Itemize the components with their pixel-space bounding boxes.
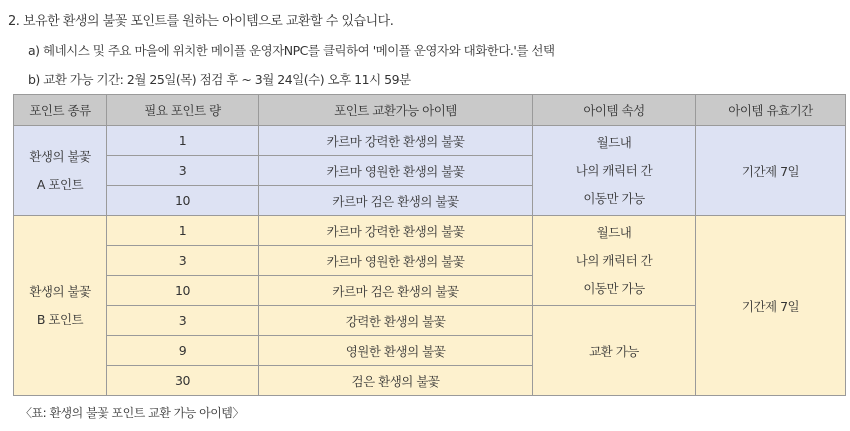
point-type-label: 환생의 불꽃 [29, 148, 91, 164]
exchange-item: 카르마 영원한 환생의 불꽃 [259, 246, 533, 276]
point-type-b [14, 216, 107, 396]
exchange-item: 카르마 검은 환생의 불꽃 [259, 186, 533, 216]
required-points: 10 [107, 186, 259, 216]
required-points: 30 [107, 366, 259, 396]
required-points: 9 [107, 336, 259, 366]
item-attribute-a [533, 126, 696, 216]
attribute-line: 월드내 [596, 224, 632, 240]
attribute-line: 이동만 가능 [583, 190, 645, 206]
note-b: b) 교환 가능 기간: 2월 25일(목) 점검 후 ~ 3월 24일(수) 오후 11시 59분 [28, 72, 411, 87]
header-required-points: 필요 포인트 량 [107, 95, 259, 126]
attribute-line: 이동만 가능 [583, 280, 645, 296]
item-attribute-b1 [533, 216, 696, 306]
attribute-line: 나의 캐릭터 간 [575, 252, 653, 268]
item-validity-b: 기간제 7일 [696, 216, 846, 396]
exchange-item: 카르마 영원한 환생의 불꽃 [259, 156, 533, 186]
header-item-validity: 아이템 유효기간 [696, 95, 846, 126]
required-points: 1 [107, 126, 259, 156]
item-attribute-b2: 교환 가능 [533, 306, 696, 396]
exchange-item: 카르마 검은 환생의 불꽃 [259, 276, 533, 306]
point-exchange-table [13, 94, 846, 396]
attribute-line: 월드내 [596, 134, 632, 150]
table-caption: 〈표: 환생의 불꽃 포인트 교환 가능 아이템〉 [20, 406, 244, 420]
attribute-line: 나의 캐릭터 간 [575, 162, 653, 178]
exchange-item: 영원한 환생의 불꽃 [259, 336, 533, 366]
table-row [14, 126, 846, 156]
exchange-item: 카르마 강력한 환생의 불꽃 [259, 216, 533, 246]
required-points: 10 [107, 276, 259, 306]
header-exchangeable-item: 포인트 교환가능 아이템 [259, 95, 533, 126]
exchange-item: 검은 환생의 불꽃 [259, 366, 533, 396]
required-points: 3 [107, 246, 259, 276]
exchange-item: 카르마 강력한 환생의 불꽃 [259, 126, 533, 156]
note-a: a) 헤네시스 및 주요 마을에 위치한 메이플 운영자NPC를 클릭하여 '메이플 운영자와 대화한다.'를 선택 [28, 43, 555, 58]
item-validity-a: 기간제 7일 [696, 126, 846, 216]
table-row [14, 216, 846, 246]
point-type-label: 환생의 불꽃 [29, 283, 91, 299]
required-points: 3 [107, 156, 259, 186]
required-points: 3 [107, 306, 259, 336]
header-item-attribute: 아이템 속성 [533, 95, 696, 126]
exchange-item: 강력한 환생의 불꽃 [259, 306, 533, 336]
point-type-sublabel: A 포인트 [36, 176, 84, 192]
section-heading: 2. 보유한 환생의 불꽃 포인트를 원하는 아이템으로 교환할 수 있습니다. [8, 14, 394, 29]
point-type-a [14, 126, 107, 216]
header-point-type: 포인트 종류 [14, 95, 107, 126]
required-points: 1 [107, 216, 259, 246]
point-type-sublabel: B 포인트 [36, 311, 84, 327]
table-header-row [14, 95, 846, 126]
